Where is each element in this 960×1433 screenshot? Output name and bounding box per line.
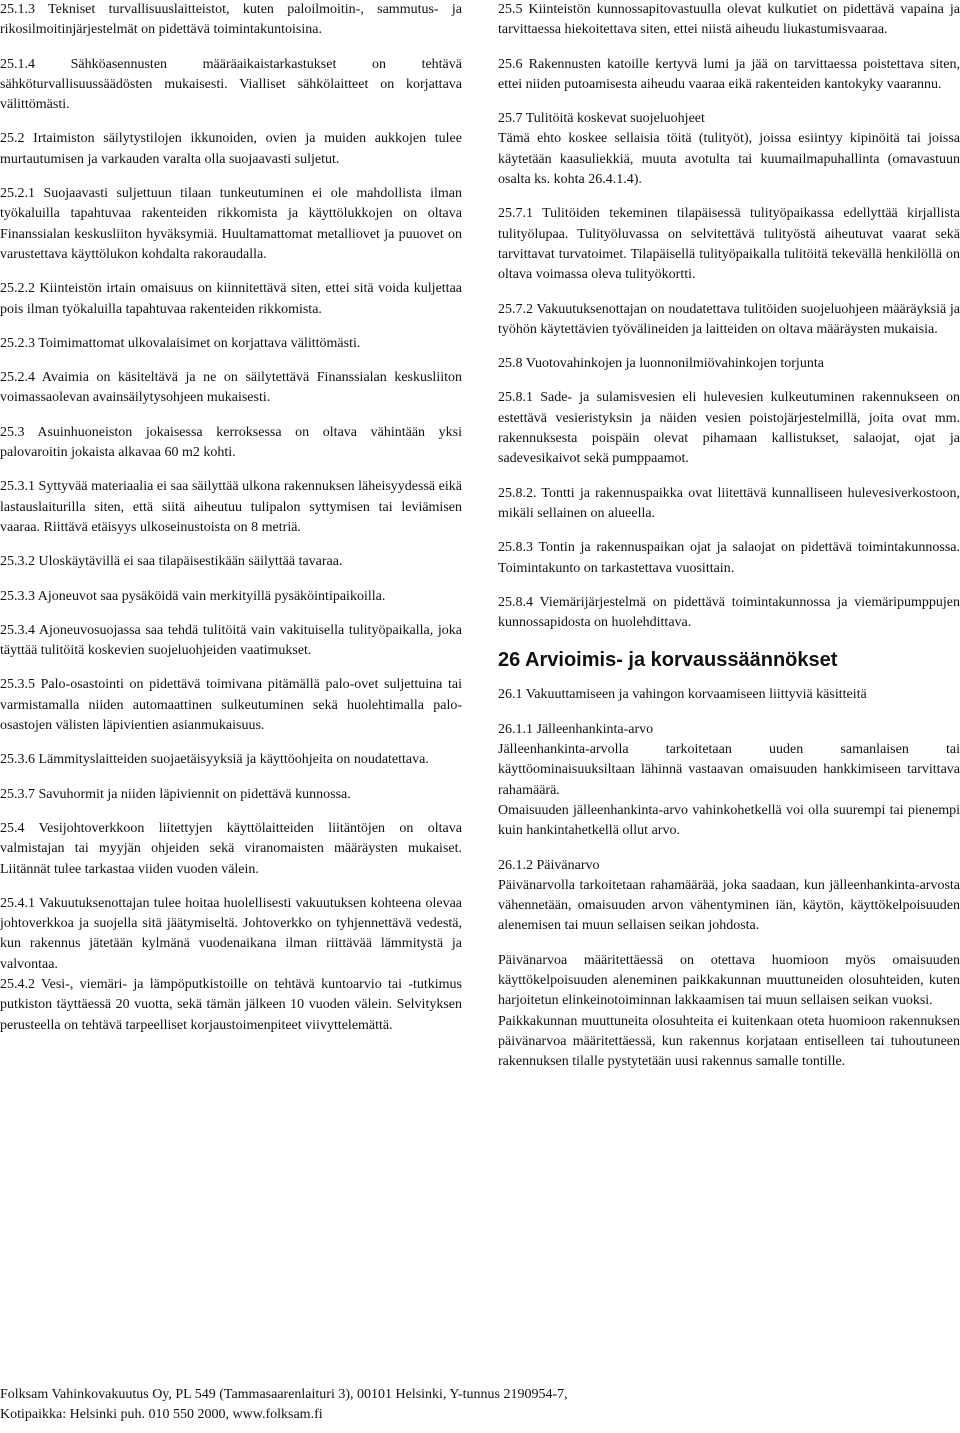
left-column: [0, 0, 462, 1050]
paragraph-26-1-2: 26.1.2 Päivänarvo Päivänarvolla tarkoitetaan rahamäärää, joka saadaan, kun jälleenhankinta-arvosta vähennetään, omaisuuden arvon vähentyminen iän, käytön, käyttökelpoisuuden alenemisen tai muun sellaisen seikan johdosta.: [498, 857, 960, 934]
paragraph-25-7-2: 25.7.2 Vakuutuksenottajan on noudatettava tulitöiden suojeluohjeen määräyksiä ja työhön käytettävien työvälineiden ja laitteiden on oltava määräysten mukaisia.: [498, 301, 960, 337]
paragraph-25-3-1: 25.3.1 Syttyvää materiaalia ei saa säilyttää ulkona rakennuksen läheisyydessä eikä lastauslaiturilla siten, että siitä aiheutuu tulipalon syttymisen tai leviämisen vaaraa. Riittävä etäisyys ulkoseinustoista on 8 metriä.: [0, 479, 462, 535]
paragraph-25-1-4: 25.1.4 Sähköasennusten määräaikaistarkastukset on tehtävä sähköturvallisuussäädösten mukaisesti. Vialliset sähkölaitteet on korjattava välittömästi.: [0, 56, 462, 113]
paragraph-26-1-2-cont-2: Paikkakunnan muuttuneita olosuhteita ei kuitenkaan oteta huomioon rakennuksen päivänarvoa määritettäessä, kun rakennus korjataan entiselleen tai tuhoutuneen rakennuksen tilalle pystytetään uusi rakennus samalle tontille.: [498, 1013, 960, 1070]
section-heading-26: 26 Arvioimis- ja korvaussäännökset: [498, 649, 838, 672]
paragraph-25-3-7: 25.3.7 Savuhormit ja niiden läpiviennit on pidettävä kunnossa.: [0, 786, 351, 802]
paragraph-25-2-2: 25.2.2 Kiinteistön irtain omaisuus on kiinnitettävä siten, ettei sitä voida kuljettaa pois ilman työkaluilla tapahtuvaa rakenteiden rikkomista.: [0, 281, 462, 317]
paragraph-25-2: 25.2 Irtaimiston säilytystilojen ikkunoiden, ovien ja muiden aukkojen tulee murtautumisen ja varkauden varalta olla suojaavasti suljetut.: [0, 131, 462, 167]
paragraph-25-8-2: 25.8.2. Tontti ja rakennuspaikka ovat liitettävä kunnalliseen hulevesiverkostoon, mikäli sellainen on alueella.: [498, 485, 960, 521]
paragraph-25-8-4: 25.8.4 Viemärijärjestelmä on pidettävä toimintakunnossa ja viemäripumppujen kunnossapidosta on huolehdittava.: [498, 594, 960, 631]
paragraph-25-6: 25.6 Rakennusten katoille kertyvä lumi ja jää on tarvittaessa poistettava siten, ettei niiden putoamisesta aiheudu vaaraa eikä rakenteiden kantokyky vaarannu.: [498, 56, 960, 92]
paragraph-26-1-1-cont: Omaisuuden jälleenhankinta-arvo vahinkohetkellä voi olla suurempi tai pienempi kuin hankintahetkellä ollut arvo.: [498, 802, 960, 839]
paragraph-25-7: 25.7 Tulitöitä koskevat suojeluohjeet Tämä ehto koskee sellaisia töitä (tulityöt), joissa esiintyy kipinöitä tai joissa käytetään kaasuliekkiä, muuta avotulta tai kuumailmapuhallinta (omavastuun osalta ks. kohta 26.4.1.4).: [498, 111, 960, 188]
paragraph-25-5: 25.5 Kiinteistön kunnossapitovastuulla olevat kulkutiet on pidettävä vapaina ja tarvittaessa hiekoitettava siten, ettei niistä aiheudu liukastumisvaaraa.: [498, 2, 960, 38]
paragraph-25-1-3: 25.1.3 Tekniset turvallisuuslaitteistot, kuten paloilmoitin-, sammutus- ja rikosilmoitinjärjestelmät on pidettävä toimintakuntoisina.: [0, 2, 462, 38]
paragraph-26-1: 26.1 Vakuuttamiseen ja vahingon korvaamiseen liittyviä käsitteitä: [498, 687, 867, 703]
paragraph-25-3: 25.3 Asuinhuoneiston jokaisessa kerroksessa on oltava vähintään yksi palovaroitin jokaista alkavaa 60 m2 kohti.: [0, 424, 462, 461]
paragraph-25-4-1: 25.4.1 Vakuutuksenottajan tulee hoitaa huolellisesti vakuutuksen kohteena olevaa johtoverkkoa ja suojella sitä jäätymiseltä. Johtoverkko on tyhjennettävä vedestä, kun rakennus jätetään kylmänä vuodenaikana ilman riittävää lämmitystä ja valvontaa.: [0, 895, 462, 972]
paragraph-25-4: 25.4 Vesijohtoverkkoon liitettyjen käyttölaitteiden liitäntöjen on oltava valmistajan tai myyjän ohjeiden sekä viranomaisten määräysten mukaiset. Liitännät tulee tarkastaa viiden vuoden välein.: [0, 820, 462, 877]
paragraph-25-3-4: 25.3.4 Ajoneuvosuojassa saa tehdä tulitöitä vain vakituisella tulityöpaikalla, joka täyttää tulitöitä koskevien suojeluohjeiden vaatimukset.: [0, 622, 462, 659]
paragraph-25-8-1: 25.8.1 Sade- ja sulamisvesien eli hulevesien kulkeutuminen rakennukseen on estettävä vesieristyksin ja näiden vesien poistojärjestelmillä, joita ovat mm. rakennuksesta poispäin olevat pihamaan kallistukset, salaojat, ojat ja sadevesikaivot sekä pumppaamot.: [498, 390, 960, 467]
paragraph-25-2-4: 25.2.4 Avaimia on käsiteltävä ja ne on säilytettävä Finanssialan keskusliiton voimassaolevan avainsäilytysohjeen mukaisesti.: [0, 370, 462, 406]
paragraph-25-8-3: 25.8.3 Tontin ja rakennuspaikan ojat ja salaojat on pidettävä toimintakunnossa. Toimintakunto on tarkastettava vuosittain.: [498, 540, 960, 576]
paragraph-25-2-1: 25.2.1 Suojaavasti suljettuun tilaan tunkeutuminen ei ole mahdollista ilman työkaluilla tapahtuvaa rakenteiden rikkomista ja käyttölukkojen on oltava Finanssialan keskusliiton hyväksymiä. Huultamattomat metalliovet ja puuovet on varustettava käyttölukon kohdalta rakoraudalla.: [0, 186, 462, 262]
paragraph-25-4-2: 25.4.2 Vesi-, viemäri- ja lämpöputkistoille on tehtävä kuntoarvio tai -tutkimus putkiston täyttäessä 20 vuotta, sekä tämän jälkeen 10 vuoden välein. Selvityksen perusteella on tehtävä tarpeelliset korjaustoimenpiteet viivyttelemättä.: [0, 976, 462, 1033]
paragraph-26-1-2-cont: Päivänarvoa määritettäessä on otettava huomioon myös omaisuuden käyttökelpoisuuden aleneminen paikkakunnan muuttuneiden olosuhteiden, kuten harjoitetun elinkeinotoiminnan lakkaamisen tai muun sellaisen seikan vuoksi.: [498, 952, 960, 1009]
paragraph-25-7-1: 25.7.1 Tulitöiden tekeminen tilapäisessä tulityöpaikassa edellyttää kirjallista tulityölupaa. Tulityöluvassa on selvitettävä tulityöstä aiheutuvat vaarat sekä tarvittavat turvatoimet. Tilapäisellä tulityöpaikalla tulitöitä tekevällä henkilöllä on oltava voimassa oleva tulityökortti.: [498, 206, 960, 283]
paragraph-25-2-3: 25.2.3 Toimimattomat ulkovalaisimet on korjattava välittömästi.: [0, 335, 361, 351]
page-footer: Folksam Vahinkovakuutus Oy, PL 549 (Tammasaarenlaituri 3), 00101 Helsinki, Y-tunnus 2190954-7, Kotipaikka: Helsinki puh. 010 550 2000, www.folksam.fi: [0, 1387, 568, 1423]
paragraph-25-8: 25.8 Vuotovahinkojen ja luonnonilmiövahinkojen torjunta: [498, 356, 824, 372]
paragraph-26-1-1: 26.1.1 Jälleenhankinta-arvo Jälleenhankinta-arvolla tarkoitetaan uuden samanlaisen tai käyttöominaisuuksiltaan lähinnä vastaavan omaisuuden hankkimiseen tarvittava rahamäärä.: [498, 721, 960, 798]
paragraph-25-3-6: 25.3.6 Lämmityslaitteiden suojaetäisyyksiä ja käyttöohjeita on noudatettava.: [0, 752, 429, 768]
paragraph-25-3-3: 25.3.3 Ajoneuvot saa pysäköidä vain merkityillä pysäköintipaikoilla.: [0, 588, 386, 604]
paragraph-25-3-2: 25.3.2 Uloskäytävillä ei saa tilapäisestikään säilyttää tavaraa.: [0, 554, 343, 570]
paragraph-25-3-5: 25.3.5 Palo-osastointi on pidettävä toimivana pitämällä palo-ovet suljettuina tai varmistamalla niiden automaattinen sulkeutuminen sekä huolehtimalla palo-osastojen välisten läpivientien asianmukaisuus.: [0, 677, 462, 734]
right-column: [498, 0, 960, 1086]
